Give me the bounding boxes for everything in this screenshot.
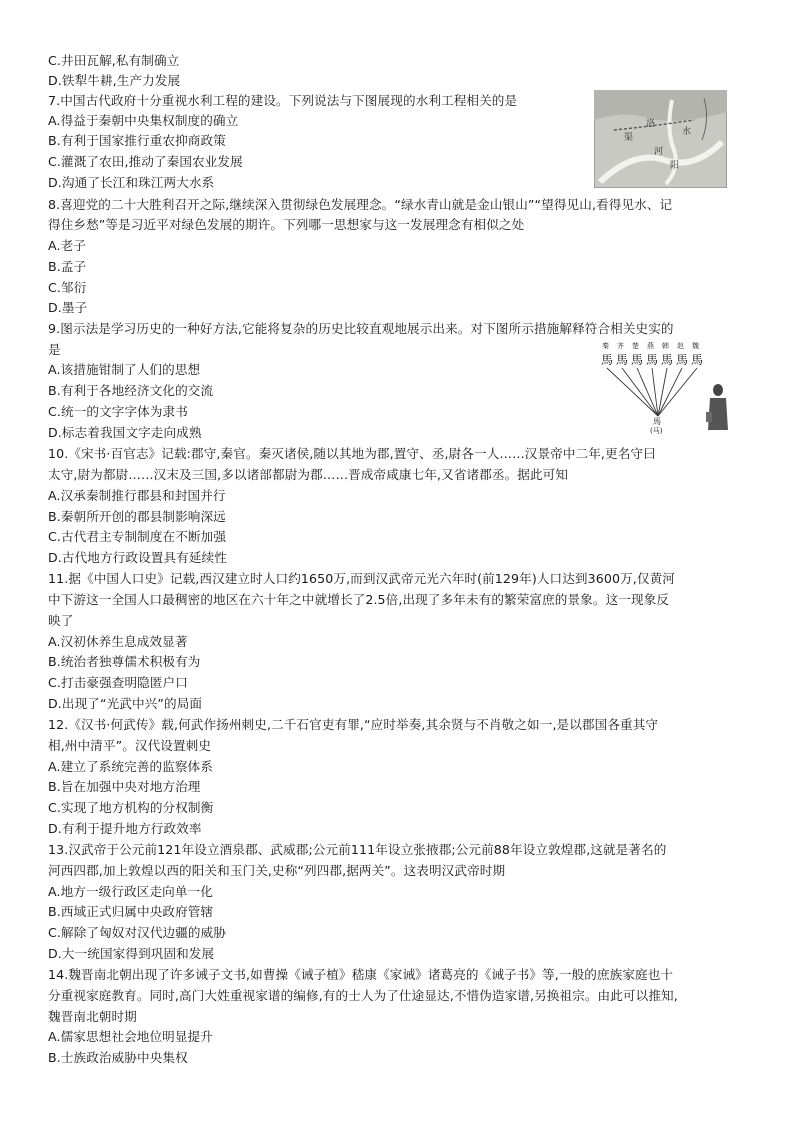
question-8-stem-line2: 得住乡愁”等是习近平对绿色发展的期许。下列哪一思想家与这一发展理念有相似之处 [48, 217, 525, 232]
option-7c: C.灌溉了农田,推动了秦国农业发展 [48, 154, 243, 169]
question-11-stem-line2: 中下游这一全国人口最稠密的地区在六十年之中就增长了2.5倍,出现了多年未有的繁荣富庶的景象。这一现象反 [48, 592, 670, 607]
option-10b: B.秦朝所开创的郡县制影响深远 [48, 509, 226, 524]
option-13c: C.解除了匈奴对汉代边疆的威胁 [48, 925, 227, 940]
option-8c: C.邹衍 [48, 280, 87, 295]
state-label-zhao: 赵 [677, 342, 684, 350]
state-label-wei: 魏 [692, 342, 699, 350]
question-12-stem-line2: 相,州中清平”。汉代设置刺史 [48, 738, 212, 753]
state-label-qi: 齐 [617, 342, 624, 350]
figure-book [706, 412, 712, 422]
map-label-yang: 阳 [670, 161, 680, 171]
state-label-han: 韩 [662, 342, 669, 350]
question-14-stem-line2: 分重视家庭教育。同时,高门大姓重视家谱的编修,有的士人为了仕途显达,不惜伪造家谱,另换祖宗。由此可以推知, [48, 988, 678, 1003]
ancient-char-2: 馬 [616, 353, 629, 367]
option-13d: D.大一统国家得到巩固和发展 [48, 946, 215, 961]
ancient-char-6: 馬 [676, 353, 689, 367]
option-9c: C.统一的文字字体为隶书 [48, 404, 188, 419]
question-12-stem-line1: 12.《汉书·何武传》载,何武作扬州刺史,二千石官吏有罪,“应时举奏,其余贤与不肖敬之如一,是以郡国各重其守 [48, 717, 659, 732]
question-14-stem-line1: 14.魏晋南北朝出现了许多诫子文书,如曹操《诫子植》嵇康《家诫》诸葛亮的《诫子书》等,一般的庶族家庭也十 [48, 967, 674, 982]
option-9d: D.标志着我国文字走向成熟 [48, 425, 202, 440]
ancient-char-3: 馬 [631, 353, 644, 367]
unified-char-caption: (马) [650, 427, 663, 435]
option-11d: D.出现了“光武中兴”的局面 [48, 696, 203, 711]
option-7a: A.得益于秦朝中央集权制度的确立 [48, 113, 239, 128]
map-label-he: 河 [654, 147, 664, 157]
canal-map-figure [594, 90, 727, 188]
option-9a: A.该措施钳制了人们的思想 [48, 362, 201, 377]
option-13b: B.西域正式归属中央政府管辖 [48, 904, 214, 919]
question-10-stem-line1: 10.《宋书·百官志》记载:郡守,秦官。秦灭诸侯,随以其地为郡,置守、丞,尉各一人……汉景帝中二年,更名守曰 [48, 446, 656, 461]
option-11a: A.汉初休养生息成效显著 [48, 634, 188, 649]
option-12c: C.实现了地方机构的分权制衡 [48, 800, 214, 815]
map-label-qu: 渠 [624, 133, 634, 143]
question-13-stem-line2: 河西四郡,加上敦煌以西的阳关和玉门关,史称“列四郡,据两关”。这表明汉武帝时期 [48, 863, 506, 878]
option-8d: D.墨子 [48, 300, 88, 315]
option-13a: A.地方一级行政区走向单一化 [48, 884, 213, 899]
option-8b: B.孟子 [48, 259, 87, 274]
ancient-char-4: 馬 [646, 353, 659, 367]
question-9-stem-line2: 是 [48, 342, 61, 357]
option-7d: D.沟通了长江和珠江两大水系 [48, 175, 215, 190]
option-8a: A.老子 [48, 238, 86, 253]
option-6c: C.井田瓦解,私有制确立 [48, 53, 180, 68]
map-label-shui: 水 [682, 127, 692, 137]
question-13-stem-line1: 13.汉武帝于公元前121年设立酒泉郡、武威郡;公元前111年设立张掖郡;公元前88年设立敦煌郡,这就是著名的 [48, 842, 667, 857]
option-9b: B.有利于各地经济文化的交流 [48, 383, 214, 398]
option-7b: B.有利于国家推行重农抑商政策 [48, 133, 226, 148]
option-12d: D.有利于提升地方行政效率 [48, 821, 202, 836]
state-label-qin: 秦 [602, 342, 609, 350]
option-12a: A.建立了系统完善的监察体系 [48, 759, 213, 774]
question-9-stem-line1: 9.图示法是学习历史的一种好方法,它能将复杂的历史比较直观地展示出来。对下图所示措施解释符合相关史实的 [48, 321, 674, 336]
option-10c: C.古代君主专制制度在不断加强 [48, 529, 227, 544]
question-7-stem: 7.中国古代政府十分重视水利工程的建设。下列说法与下图展现的水利工程相关的是 [48, 93, 518, 108]
question-11-stem-line3: 映了 [48, 613, 74, 628]
option-14a: A.儒家思想社会地位明显提升 [48, 1029, 213, 1044]
script-unification-figure [596, 338, 734, 435]
state-label-chu: 楚 [632, 342, 639, 350]
state-label-yan: 燕 [647, 342, 654, 350]
question-8-stem-line1: 8.喜迎党的二十大胜利召开之际,继续深入贯彻绿色发展理念。“绿水青山就是金山银山”“望得见山,看得见水、记 [48, 197, 673, 212]
option-6d: D.铁犁牛耕,生产力发展 [48, 73, 181, 88]
option-11b: B.统治者独尊儒术积极有为 [48, 654, 201, 669]
question-11-stem-line1: 11.据《中国人口史》记载,西汉建立时人口约1650万,而到汉武帝元光六年时(前129年)人口达到3600万,仅黄河 [48, 571, 675, 586]
question-10-stem-line2: 太守,尉为都尉……汉末及三国,多以诸部都尉为郡……晋成帝咸康七年,又省诸郡丞。据此可知 [48, 467, 569, 482]
option-11c: C.打击豪强查明隐匿户口 [48, 675, 188, 690]
ancient-char-7: 馬 [691, 353, 704, 367]
ancient-char-5: 馬 [661, 353, 674, 367]
option-14b: B.士族政治威胁中央集权 [48, 1050, 188, 1065]
option-10a: A.汉承秦制推行郡县和封国并行 [48, 488, 226, 503]
question-14-stem-line3: 魏晋南北朝时期 [48, 1009, 137, 1024]
option-10d: D.古代地方行政设置具有延续性 [48, 550, 227, 565]
option-12b: B.旨在加强中央对地方治理 [48, 779, 201, 794]
ancient-char-1: 馬 [601, 353, 614, 367]
map-label-luo: 洛 [646, 119, 656, 129]
figure-head [713, 384, 723, 396]
unified-char: 馬 [653, 417, 661, 426]
